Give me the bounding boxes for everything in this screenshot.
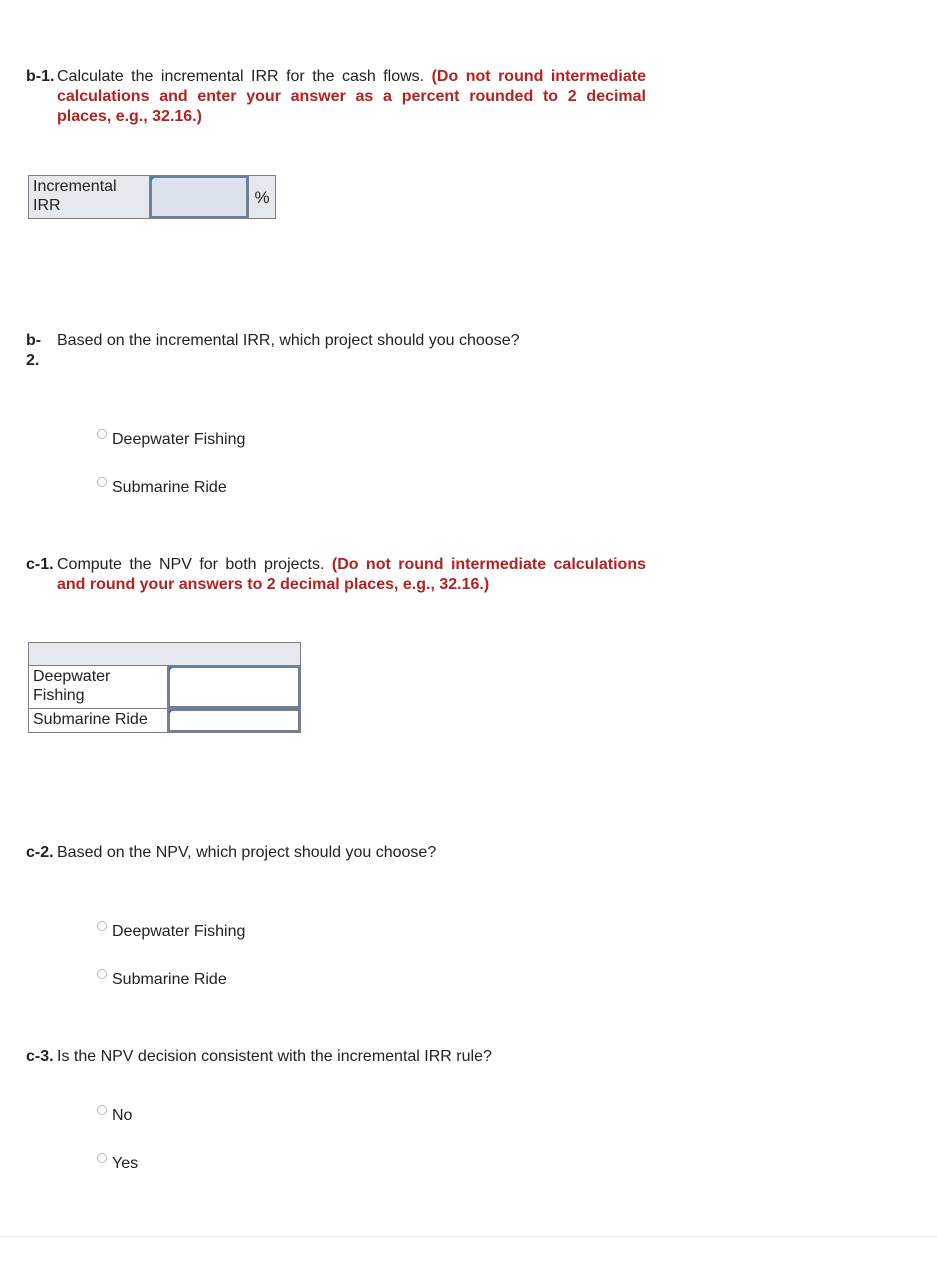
radio-option-yes[interactable] [97,1153,138,1174]
npv-cell-deepwater [168,666,301,709]
question-instructions: (Do not round intermediate calculations and enter your answer as a percent rounded to 2 decimal places, e.g., 32.16.) [57,68,646,125]
radio-label: Yes [112,1155,139,1172]
radio-label: Deepwater Fishing [112,431,246,448]
radio-label: Submarine Ride [112,971,227,988]
bottom-divider [0,1236,937,1237]
input-flag-icon [151,177,155,181]
question-text [57,555,646,595]
question-c1 [26,555,646,595]
radio-label: Submarine Ride [112,479,227,496]
radio-option-deepwater[interactable] [97,921,245,942]
question-prompt: Calculate the incremental IRR for the cash flows. [57,68,425,85]
question-number: b- 2. [26,332,42,369]
incremental-irr-label: Incremental IRR [29,176,150,219]
question-b2 [26,331,646,369]
npv-label-submarine: Submarine Ride [29,709,168,733]
radio-button-icon[interactable] [97,969,107,979]
npv-input-deepwater[interactable] [168,666,300,708]
incremental-irr-input[interactable] [150,176,248,218]
input-flag-icon [169,667,173,671]
incremental-irr-table [28,175,276,219]
radio-option-submarine[interactable] [97,477,227,498]
question-b1 [26,67,646,127]
question-c2 [26,843,646,863]
incremental-irr-cell [150,176,249,219]
npv-label-deepwater: Deepwater Fishing [29,666,168,709]
radio-button-icon[interactable] [97,429,107,439]
npv-cell-submarine [168,709,301,733]
question-c3 [26,1047,646,1067]
radio-button-icon[interactable] [97,1105,107,1115]
npv-table [28,642,301,733]
question-number: c-3. [26,1048,54,1065]
radio-option-no[interactable] [97,1105,132,1126]
question-text [57,67,646,127]
question-prompt: Compute the NPV for both projects. [57,556,325,573]
question-number: c-2. [26,844,54,861]
radio-option-deepwater[interactable] [97,429,245,450]
question-text: Based on the incremental IRR, which project should you choose? [57,332,520,349]
radio-button-icon[interactable] [97,921,107,931]
percent-unit: % [249,176,276,219]
input-flag-icon [169,710,173,714]
radio-label: Deepwater Fishing [112,923,246,940]
question-instructions: (Do not round intermediate calculations and round your answers to 2 decimal places, e.g., 32.16.) [57,556,646,593]
question-number: b-1. [26,68,55,85]
npv-table-header [29,643,301,666]
question-number: c-1. [26,556,54,573]
npv-input-submarine[interactable] [168,709,300,732]
question-text: Based on the NPV, which project should you choose? [57,844,437,861]
radio-button-icon[interactable] [97,477,107,487]
question-text: Is the NPV decision consistent with the incremental IRR rule? [57,1048,492,1065]
radio-button-icon[interactable] [97,1153,107,1163]
radio-label: No [112,1107,133,1124]
radio-option-submarine[interactable] [97,969,227,990]
